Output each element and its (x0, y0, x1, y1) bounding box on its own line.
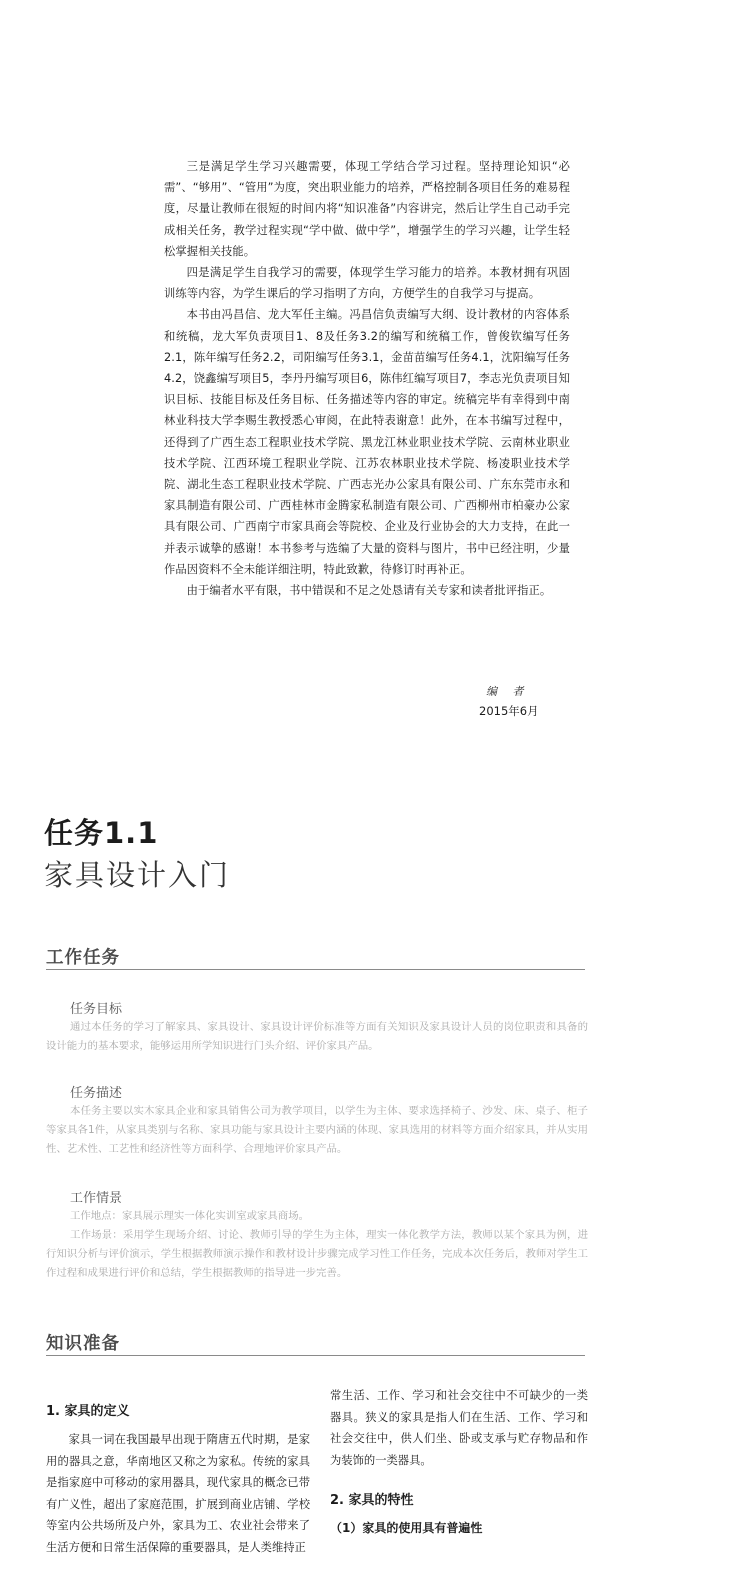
features-subtitle: （1）家具的使用具有普遍性 (330, 1521, 483, 1535)
goal-title: 任务目标 (70, 1002, 123, 1017)
desc-title: 任务描述 (70, 1086, 123, 1101)
definition-text: 家具一词在我国最早出现于隋唐五代时期，是家用的器具之意，华南地区又称之为家私。传统的家具是指家庭中可移动的家用器具，现代家具的概念已带有广义性，超出了家庭范围，扩展到商业店铺、学校等室内公共场所及户外，家具为工、农业社会带来了生活方便和日常生活保障的重要器具，是人类维持正 (46, 1433, 310, 1554)
task-number: 任务1.1 (44, 816, 159, 850)
desc-text (46, 1102, 588, 1159)
goal-text (46, 1018, 588, 1056)
task-title: 家具设计入门 (44, 858, 231, 892)
knowledge-heading: 知识准备 (46, 1334, 120, 1354)
work-task-heading: 工作任务 (46, 948, 120, 968)
desc-paragraph: 本任务主要以实木家具企业和家具销售公司为教学项目，以学生为主体、要求选择椅子、沙发、床、桌子、柜子等家具各1件，从家具类别与名称、家具功能与家具设计主要内涵的体现、家具选用的材料等方面介绍家具，并从实用性、艺术性、工艺性和经济性等方面科学、合理地评价家具产品。 (46, 1105, 588, 1155)
preface-paragraph-4: 由于编者水平有限，书中错误和不足之处恳请有关专家和读者批评指正。 (186, 584, 552, 598)
scene-paragraph-2: 工作场景：采用学生现场介绍、讨论、教师引导的学生为主体，理实一体化教学方法，教师以某个家具为例，进行知识分析与评价演示，学生根据教师演示操作和教材设计步骤完成学习性工作任务，完成本次任务后，教师对学生工作过程和成果进行评价和总结，学生根据教师的指导进一步完善。 (46, 1229, 588, 1279)
scene-title: 工作情景 (70, 1191, 123, 1206)
knowledge-rule (46, 1355, 585, 1356)
preface-paragraph-3: 本书由冯昌信、龙大军任主编。冯昌信负责编写大纲、设计教材的内容体系和统稿，龙大军负责项目1、8及任务3.2的编写和统稿工作，曾俊钦编写任务2.1，陈年编写任务2.2，司阳编写任务3.1，金苗苗编写任务4.1，沈阳编写任务4.2，饶鑫编写项目5，李丹丹编写项目6，陈伟红编写项目7，李志光负责项目知识目标、技能目标及任务目标、任务描述等内容的审定。统稿完毕有幸得到中南林业科技大学李赐生教授悉心审阅，在此特表谢意！此外，在本书编写过程中，还得到了广西生态工程职业技术学院、黑龙江林业职业技术学院、云南林业职业技术学院、江西环境工程职业学院、江苏农林职业技术学院、杨凌职业技术学院、湖北生态工程职业技术学院、广西志光办公家具有限公司、广东东莞市永和家具制造有限公司、广西桂林市金腾家私制造有限公司、广西柳州市柏豪办公家具有限公司、广西南宁市家具商会等院校、企业及行业协会的大力支持，在此一并表示诚挚的感谢！本书参考与选编了大量的资料与图片，书中已经注明，少量作品因资料不全未能详细注明，特此致歉，待修订时再补正。 (164, 308, 570, 576)
knowledge-left-column (46, 1400, 310, 1579)
definition-continued-text: 常生活、工作、学习和社会交往中不可缺少的一类器具。狭义的家具是指人们在生活、工作、学习和社会交往中，供人们坐、卧或支承与贮存物品和作为装饰的一类器具。 (330, 1389, 588, 1467)
scene-text (46, 1207, 588, 1293)
scene-paragraph-1: 工作地点：家具展示理实一体化实训室或家具商场。 (70, 1210, 309, 1222)
goal-paragraph: 通过本任务的学习了解家具、家具设计、家具设计评价标准等方面有关知识及家具设计人员的岗位职责和具备的设计能力的基本要求，能够运用所学知识进行门头介绍、评价家具产品。 (46, 1021, 588, 1052)
preface-paragraph-1: 三是满足学生学习兴趣需要，体现工学结合学习过程。坚持理论知识“必需”、“够用”、“管用”为度，突出职业能力的培养，严格控制各项目任务的难易程度，尽量让教师在很短的时间内将“知识准备”内容讲完，然后让学生自己动手完成相关任务，教学过程实现“学中做、做中学”，增强学生的学习兴趣，让学生轻松掌握相关技能。 (164, 160, 570, 258)
preface-text (164, 156, 570, 601)
preface-signature: 编 者 (486, 685, 530, 698)
knowledge-right-column (330, 1385, 588, 1536)
features-title: 2. 家具的特性 (330, 1493, 414, 1508)
definition-title: 1. 家具的定义 (46, 1404, 130, 1419)
preface-date: 2015年6月 (479, 704, 539, 718)
preface-paragraph-2: 四是满足学生自我学习的需要，体现学生学习能力的培养。本教材拥有巩固训练等内容，为学生课后的学习指明了方向，方便学生的自我学习与提高。 (164, 266, 570, 301)
work-task-rule (46, 969, 585, 970)
